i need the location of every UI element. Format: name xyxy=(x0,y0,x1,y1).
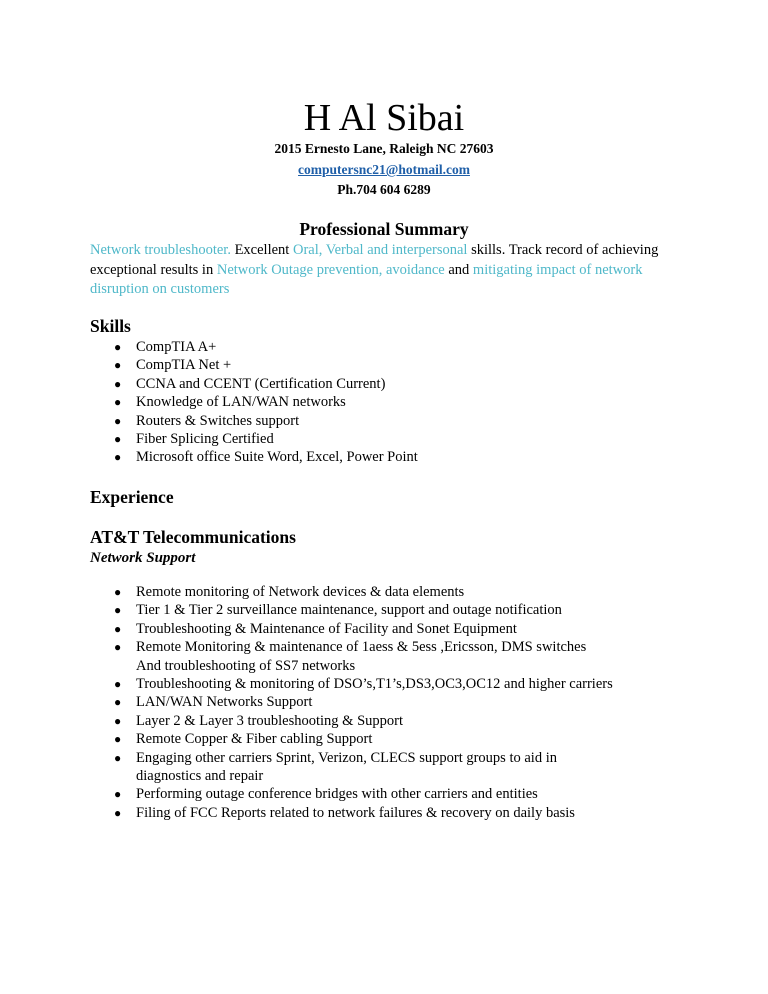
list-item xyxy=(90,785,613,803)
list-item xyxy=(90,583,613,601)
list-item-text: Knowledge of LAN/WAN networks xyxy=(136,394,346,411)
summary-paragraph xyxy=(90,241,690,300)
list-item-text: Engaging other carriers Sprint, Verizon, CLECS support groups to aid in xyxy=(136,749,557,766)
bullet-icon: ● xyxy=(114,340,122,354)
bullet-icon: ● xyxy=(114,677,122,692)
bullet-icon: ● xyxy=(114,603,122,618)
list-item xyxy=(90,712,613,730)
summary-highlight: Network Outage prevention, avoidance xyxy=(216,261,445,278)
bullet-icon: ● xyxy=(114,732,122,747)
list-item-text: Fiber Splicing Certified xyxy=(136,431,274,448)
list-item-text: Troubleshooting & monitoring of DSO’s,T1’s,DS3,OC3,OC12 and higher carriers xyxy=(136,676,613,693)
list-item-text: CCNA and CCENT (Certification Current) xyxy=(136,375,386,392)
bullet-icon: ● xyxy=(114,787,122,802)
company-name: AT&T Telecommunications xyxy=(90,527,296,547)
list-item-text: Remote monitoring of Network devices & data elements xyxy=(136,584,465,600)
bullet-icon: ● xyxy=(114,450,122,465)
bullet-icon: ● xyxy=(114,713,122,728)
list-item-text: Troubleshooting & Maintenance of Facility and Sonet Equipment xyxy=(136,620,517,637)
summary-text: skills. Track record of achieving exceptional results in xyxy=(90,242,659,278)
email-line xyxy=(0,161,768,179)
bullet-icon: ● xyxy=(114,640,122,655)
summary-highlight: mitigating impact of network disruption on customers xyxy=(90,261,643,297)
list-item-text: CompTIA A+ xyxy=(136,339,217,355)
list-item-text: Layer 2 & Layer 3 troubleshooting & Support xyxy=(136,712,403,729)
list-item xyxy=(90,601,613,619)
experience-list xyxy=(90,583,613,822)
email-link[interactable]: computersnc21@hotmail.com xyxy=(298,162,470,177)
summary-highlight: Network troubleshooter. xyxy=(90,242,231,258)
bullet-icon: ● xyxy=(114,695,122,710)
list-item xyxy=(90,356,418,374)
list-item-text: Performing outage conference bridges with other carriers and entities xyxy=(136,786,538,803)
phone: Ph.704 604 6289 xyxy=(337,182,431,197)
list-item-text: Remote Monitoring & maintenance of 1aess & 5ess ,Ericsson, DMS switches xyxy=(136,639,587,656)
summary-text: Excellent xyxy=(230,242,293,258)
summary-highlight: Oral, Verbal and interpersonal xyxy=(292,242,468,258)
list-item xyxy=(90,638,613,675)
list-item-text: diagnostics and repair xyxy=(136,768,264,785)
list-item-text: CompTIA Net + xyxy=(136,357,232,374)
bullet-icon: ● xyxy=(114,585,122,599)
list-item-text: Filing of FCC Reports related to network failures & recovery on daily basis xyxy=(136,804,575,821)
address: 2015 Ernesto Lane, Raleigh NC 27603 xyxy=(274,141,494,156)
list-item xyxy=(90,375,418,393)
list-item-text: LAN/WAN Networks Support xyxy=(136,694,313,711)
list-item xyxy=(90,749,613,786)
bullet-icon: ● xyxy=(114,413,122,428)
bullet-icon: ● xyxy=(114,395,122,410)
bullet-icon: ● xyxy=(114,805,122,820)
bullet-icon: ● xyxy=(114,358,122,373)
list-item xyxy=(90,693,613,711)
list-item-text: Microsoft office Suite Word, Excel, Power Point xyxy=(136,449,418,466)
experience-heading: Experience xyxy=(90,487,174,507)
list-item xyxy=(90,804,613,822)
summary-text: and xyxy=(444,261,473,278)
summary-heading: Professional Summary xyxy=(299,219,469,239)
list-item xyxy=(90,620,613,638)
list-item-text: Routers & Switches support xyxy=(136,412,300,429)
list-item xyxy=(90,730,613,748)
list-item-text: Tier 1 & Tier 2 surveillance maintenance, support and outage notification xyxy=(136,602,562,619)
bullet-icon: ● xyxy=(114,750,122,765)
list-item xyxy=(90,412,418,430)
skills-list xyxy=(90,338,418,467)
job-role: Network Support xyxy=(90,550,196,566)
list-item xyxy=(90,430,418,448)
list-item xyxy=(90,393,418,411)
bullet-icon: ● xyxy=(114,432,122,447)
list-item xyxy=(90,338,418,356)
skills-heading: Skills xyxy=(90,316,131,336)
list-item-text: Remote Copper & Fiber cabling Support xyxy=(136,731,373,748)
candidate-name: H Al Sibai xyxy=(303,97,465,139)
list-item-text: And troubleshooting of SS7 networks xyxy=(136,657,356,674)
bullet-icon: ● xyxy=(114,621,122,636)
bullet-icon: ● xyxy=(114,376,122,391)
list-item xyxy=(90,448,418,466)
list-item xyxy=(90,675,613,693)
